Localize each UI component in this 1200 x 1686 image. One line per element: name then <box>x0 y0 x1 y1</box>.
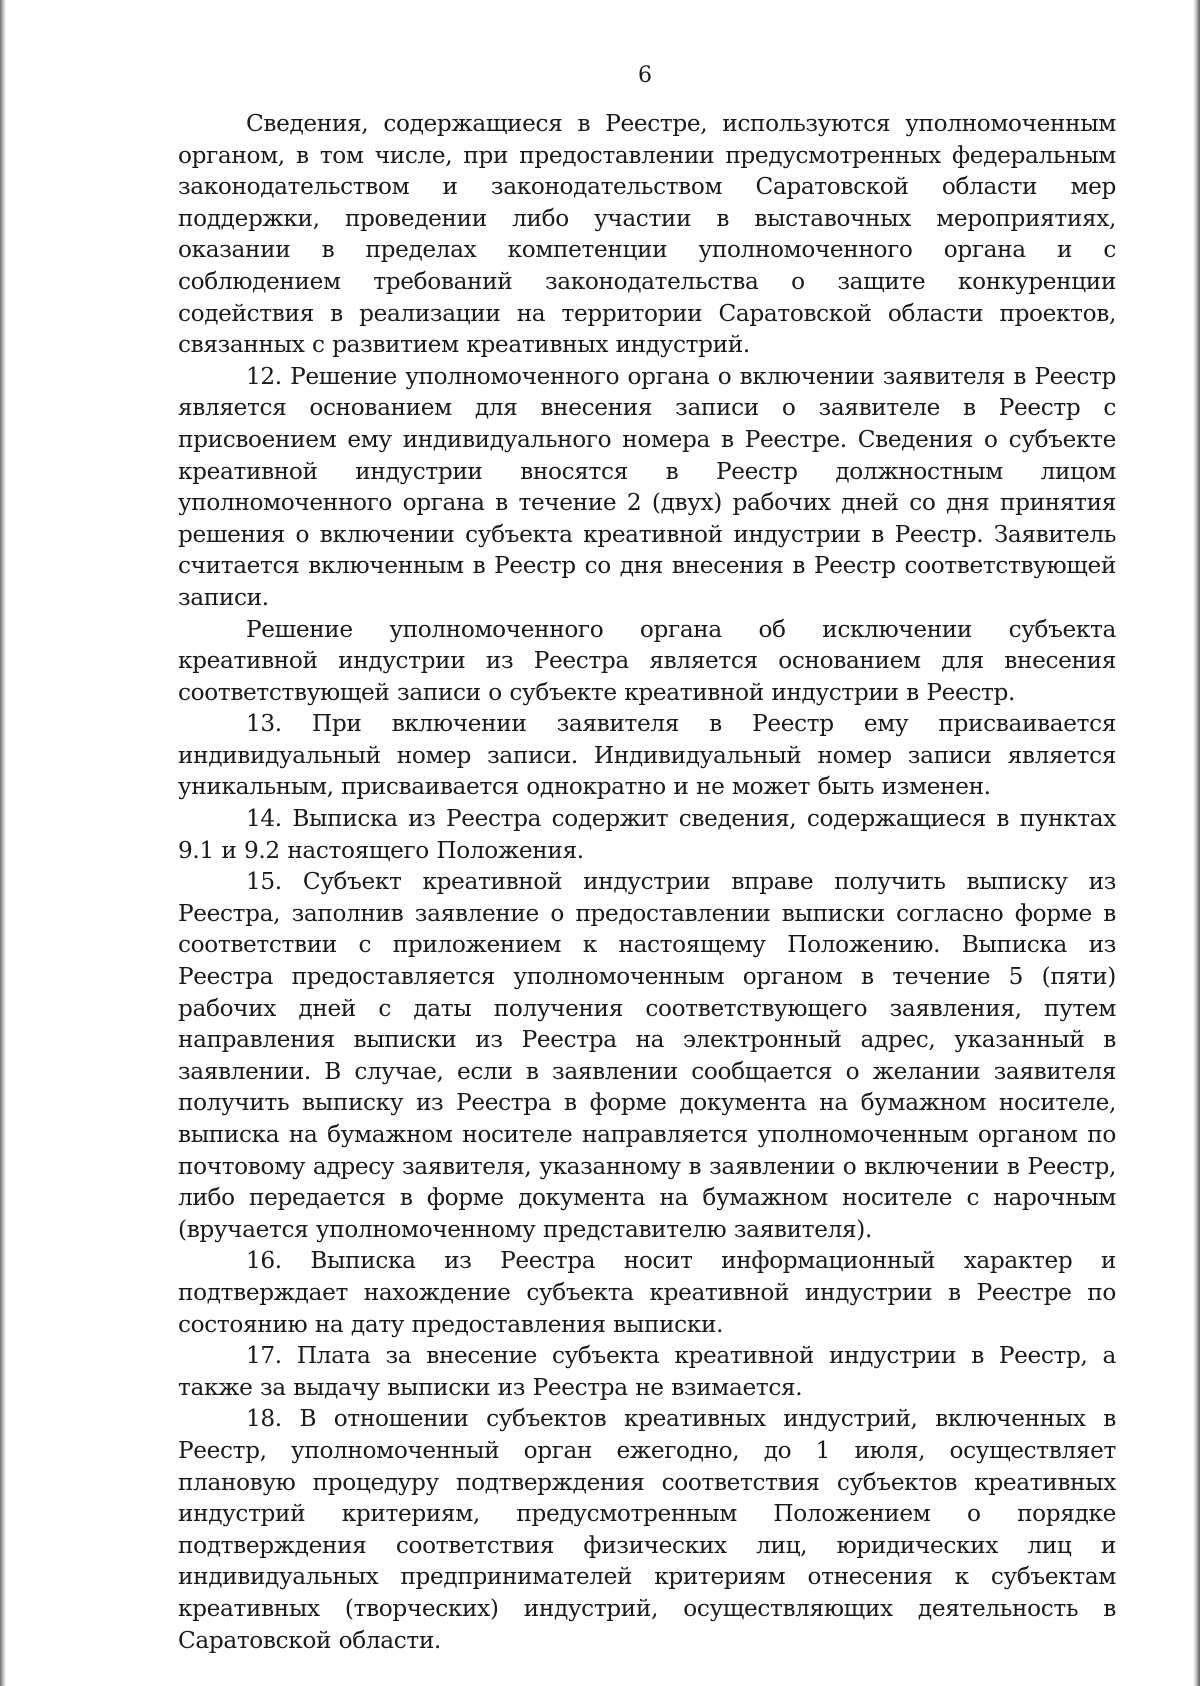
paragraph-18: 18. В отношении субъектов креативных индустрий, включенных в Реестр, уполномоченный орган ежегодно, до 1 июля, осуществляет плановую процедуру подтверждения соответствия субъектов креативных индустрий критериям, предусмотренным Положением о порядке подтверждения соответствия физических лиц, юридических лиц и индивидуальных предпринимателей критериям отнесения к субъектам креативных (творческих) индустрий, осуществляющих деятельность в Саратовской области. <box>178 1405 1116 1654</box>
paragraph-exclusion: Решение уполномоченного органа об исключении субъекта креативной индустрии из Реестра является основанием для внесения соответствующей записи о субъекте креативной индустрии в Реестр. <box>178 615 1116 706</box>
paragraph-13: 13. При включении заявителя в Реестр ему присваивается индивидуальный номер записи. Индивидуальный номер записи является уникальным, присваивается однократно и не может быть изменен. <box>178 710 1116 801</box>
paragraph-17: 17. Плата за внесение субъекта креативной индустрии в Реестр, а также за выдачу выписки из Реестра не взимается. <box>178 1342 1116 1401</box>
scan-edge-left <box>0 0 6 1686</box>
paragraph-16: 16. Выписка из Реестра носит информационный характер и подтверждает нахождение субъекта креативной индустрии в Реестре по состоянию на дату предоставления выписки. <box>178 1247 1116 1338</box>
paragraph-15: 15. Субъект креативной индустрии вправе получить выписку из Реестра, заполнив заявление о предоставлении выписки согласно форме в соответствии с приложением к настоящему Положению. Выписка из Реестра предоставляется уполномоченным органом в течение 5 (пяти) рабочих дней с даты получения соответствующего заявления, путем направления выписки из Реестра на электронный адрес, указанный в заявлении. В случае, если в заявлении сообщается о желании заявителя получить выписку из Реестра в форме документа на бумажном носителе, выписка на бумажном носителе направляется уполномоченным органом по почтовому адресу заявителя, указанному в заявлении о включении в Реестр, либо передается в форме документа на бумажном носителе с нарочным (вручается уполномоченному представителю заявителя). <box>178 868 1116 1243</box>
document-body <box>178 108 1116 1656</box>
paragraph-12: 12. Решение уполномоченного органа о включении заявителя в Реестр является основанием для внесения записи о заявителе в Реестр с присвоением ему индивидуального номера в Реестре. Сведения о субъекте креативной индустрии вносятся в Реестр должностным лицом уполномоченного органа в течение 2 (двух) рабочих дней со дня принятия решения о включении субъекта креативной индустрии в Реестр. Заявитель считается включенным в Реестр со дня внесения в Реестр соответствующей записи. <box>178 362 1116 611</box>
page-number: 6 <box>638 63 652 88</box>
paragraph-registry-usage: Сведения, содержащиеся в Реестре, используются уполномоченным органом, в том числе, при предоставлении предусмотренных федеральным законодательством и законодательством Саратовской области мер поддержки, проведении либо участии в выставочных мероприятиях, оказании в пределах компетенции уполномоченного органа и с соблюдением требований законодательства о защите конкуренции содействия в реализации на территории Саратовской области проектов, связанных с развитием креативных индустрий. <box>178 110 1116 359</box>
scan-edge-right <box>1193 0 1200 1686</box>
paragraph-14: 14. Выписка из Реестра содержит сведения, содержащиеся в пунктах 9.1 и 9.2 настоящего Положения. <box>178 805 1116 864</box>
